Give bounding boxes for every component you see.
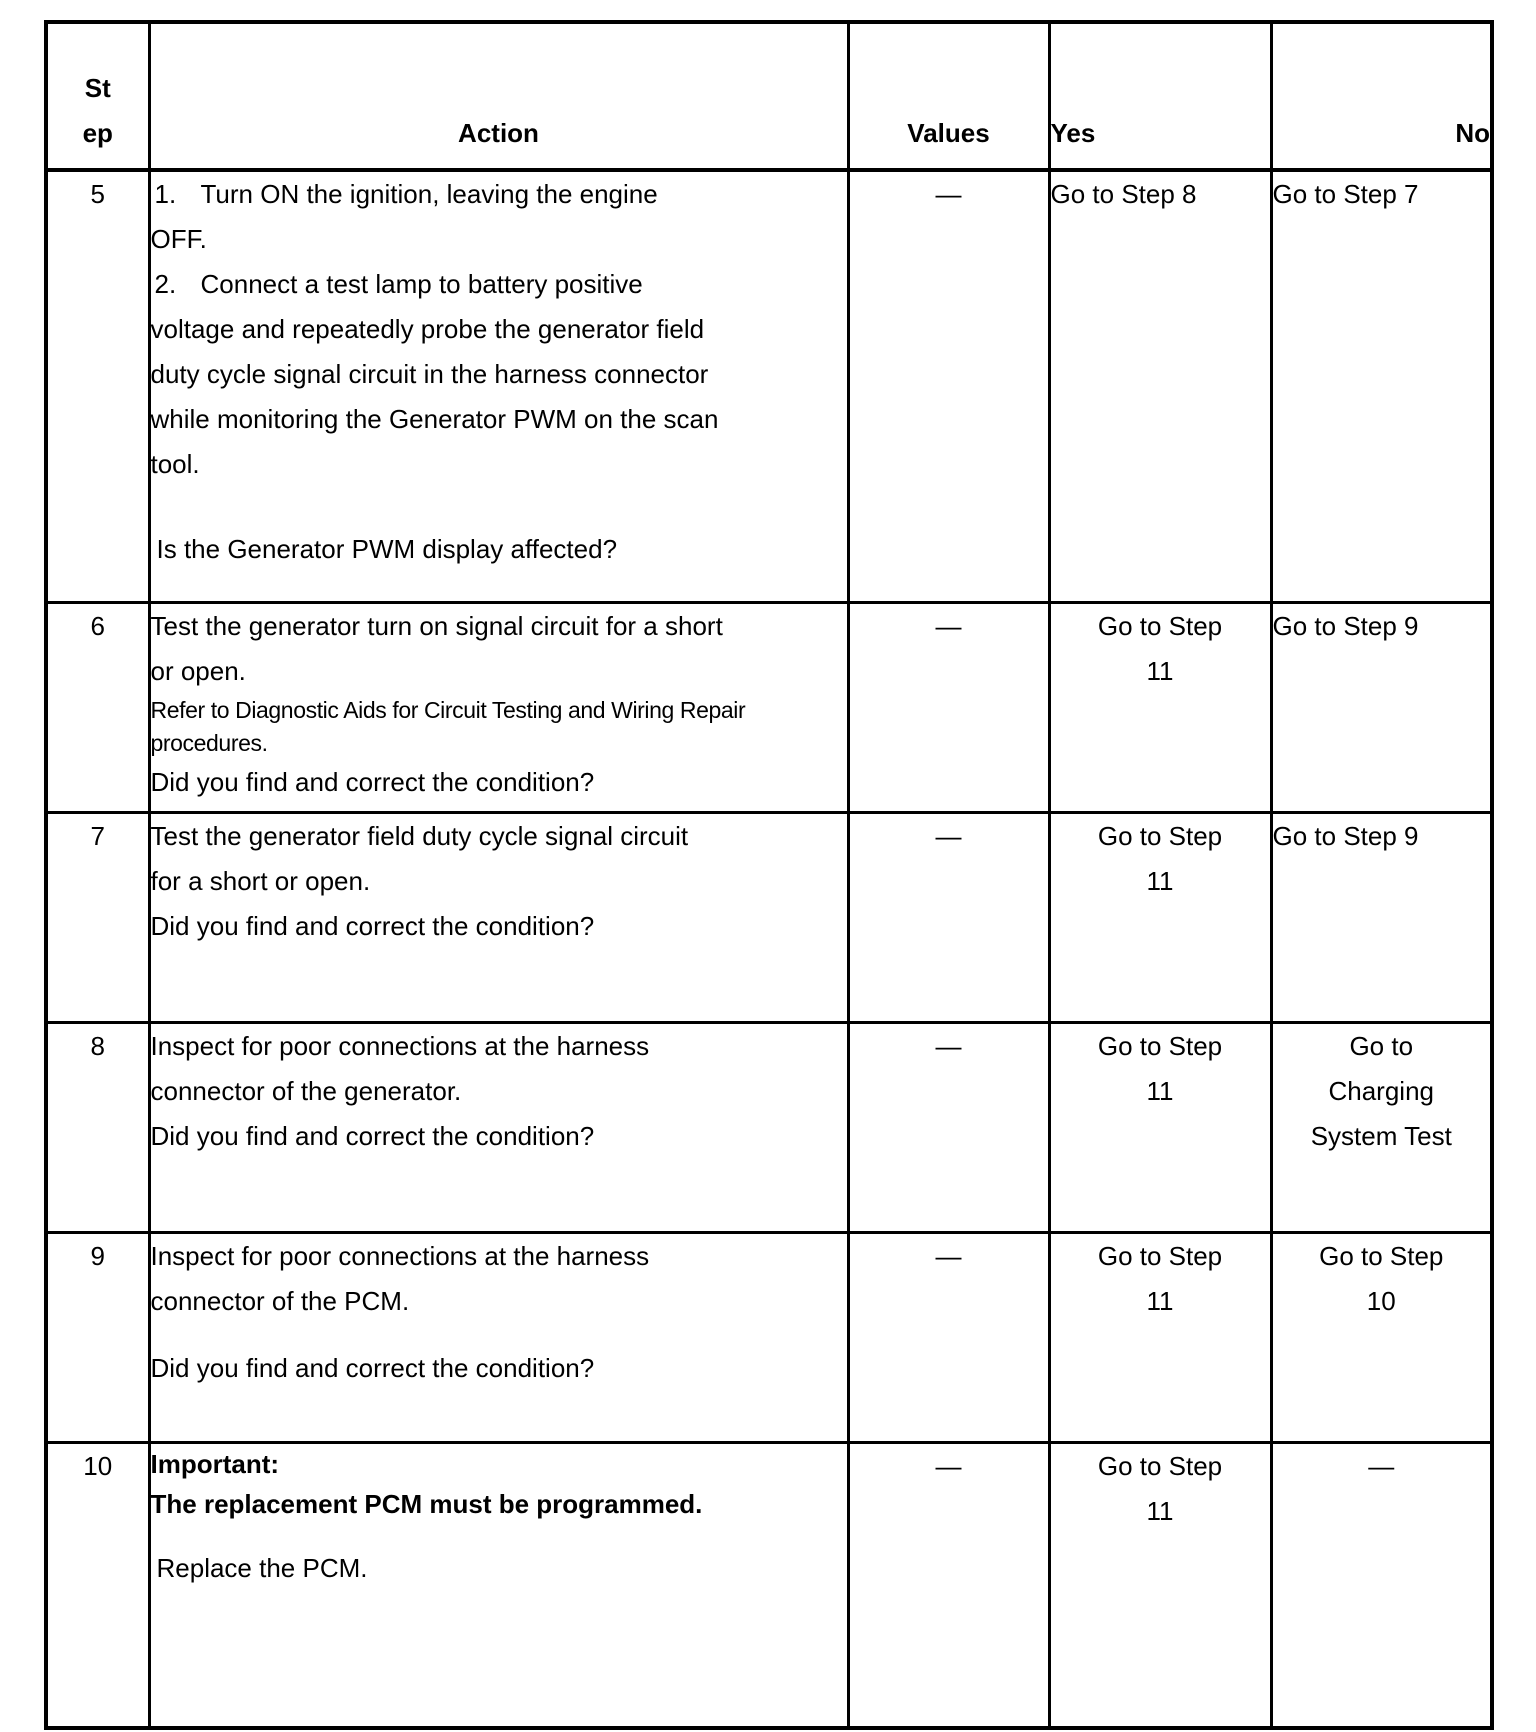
action-line: tool. xyxy=(150,449,200,479)
no-line: Go to xyxy=(1349,1030,1414,1061)
action-line: OFF. xyxy=(150,224,207,254)
diagnostic-table xyxy=(44,20,1494,1730)
action-line: Replace the PCM. xyxy=(156,1552,368,1583)
yes-line: Go to Step xyxy=(1097,1030,1223,1061)
table-row xyxy=(46,170,1492,602)
action-cell xyxy=(149,812,848,1022)
yes-cell xyxy=(1049,602,1271,812)
header-action: Action xyxy=(149,22,848,170)
yes-line: Go to Step xyxy=(1097,1240,1223,1271)
action-question: Is the Generator PWM display affected? xyxy=(156,534,618,564)
values-cell: — xyxy=(848,1442,1049,1728)
important-text: The replacement PCM must be programmed. xyxy=(150,1488,703,1519)
no-line: 10 xyxy=(1366,1285,1396,1316)
yes-line: 11 xyxy=(1146,1495,1174,1526)
action-line: Test the generator field duty cycle signal circuit xyxy=(150,820,689,851)
header-values: Values xyxy=(848,22,1049,170)
step-number: 5 xyxy=(46,170,149,602)
table-row xyxy=(46,1232,1492,1442)
action-cell xyxy=(149,1022,848,1232)
header-step xyxy=(46,22,149,170)
action-question: Did you find and correct the condition? xyxy=(150,910,595,941)
no-cell: Go to Step 9 xyxy=(1271,812,1492,1022)
action-line xyxy=(151,172,847,217)
list-number: 2. xyxy=(154,269,177,299)
step-number: 7 xyxy=(46,812,149,1022)
action-line: connector of the generator. xyxy=(150,1075,462,1106)
step-number: 8 xyxy=(46,1022,149,1232)
table-row xyxy=(46,602,1492,812)
step-number: 9 xyxy=(46,1232,149,1442)
yes-cell: Go to Step 8 xyxy=(1049,170,1271,602)
list-number: 1. xyxy=(154,179,177,209)
important-label: Important: xyxy=(150,1448,280,1479)
table-row xyxy=(46,812,1492,1022)
no-cell xyxy=(1271,1232,1492,1442)
yes-cell xyxy=(1049,812,1271,1022)
action-line: duty cycle signal circuit in the harness connector xyxy=(150,359,709,389)
no-cell: Go to Step 7 xyxy=(1271,170,1492,602)
values-cell: — xyxy=(848,170,1049,602)
yes-line: 11 xyxy=(1146,865,1174,896)
yes-line: Go to Step xyxy=(1097,610,1223,641)
action-line: for a short or open. xyxy=(150,865,371,896)
action-question: Did you find and correct the condition? xyxy=(150,1352,595,1383)
action-cell xyxy=(149,1232,848,1442)
values-cell: — xyxy=(848,602,1049,812)
no-line: System Test xyxy=(1310,1120,1452,1151)
action-cell xyxy=(149,1442,848,1728)
no-line: Charging xyxy=(1328,1075,1434,1106)
yes-cell xyxy=(1049,1022,1271,1232)
action-text: Turn ON the ignition, leaving the engine xyxy=(200,179,658,209)
action-cell xyxy=(149,170,848,602)
action-note: Refer to Diagnostic Aids for Circuit Testing and Wiring Repair xyxy=(150,696,746,723)
action-line: while monitoring the Generator PWM on the scan xyxy=(150,404,719,434)
yes-cell xyxy=(1049,1442,1271,1728)
values-cell: — xyxy=(848,1022,1049,1232)
action-cell xyxy=(149,602,848,812)
yes-line: 11 xyxy=(1146,655,1174,686)
yes-line: Go to Step xyxy=(1097,1450,1223,1481)
header-yes: Yes xyxy=(1049,22,1271,170)
action-line: Inspect for poor connections at the harness xyxy=(150,1030,650,1061)
values-cell: — xyxy=(848,812,1049,1022)
yes-line: Go to Step xyxy=(1097,820,1223,851)
action-line: Test the generator turn on signal circuit for a short xyxy=(150,610,723,641)
yes-line: 11 xyxy=(1146,1285,1174,1316)
action-line: or open. xyxy=(150,655,246,686)
header-step-line2: ep xyxy=(82,118,113,148)
header-step-line1: St xyxy=(84,73,111,103)
action-question: Did you find and correct the condition? xyxy=(150,1120,595,1151)
no-line: Go to Step xyxy=(1319,1240,1444,1271)
step-number: 6 xyxy=(46,602,149,812)
values-cell: — xyxy=(848,1232,1049,1442)
step-number: 10 xyxy=(46,1442,149,1728)
table-header-row xyxy=(46,22,1492,170)
action-line xyxy=(151,262,847,307)
no-cell: — xyxy=(1271,1442,1492,1728)
action-line: connector of the PCM. xyxy=(150,1285,410,1316)
action-note: procedures. xyxy=(150,729,268,756)
action-text: Connect a test lamp to battery positive xyxy=(200,269,643,299)
table-row xyxy=(46,1022,1492,1232)
no-cell xyxy=(1271,1022,1492,1232)
yes-cell xyxy=(1049,1232,1271,1442)
spacer xyxy=(151,487,847,527)
spacer xyxy=(151,1524,847,1546)
action-question: Did you find and correct the condition? xyxy=(150,766,595,797)
header-no: No xyxy=(1271,22,1492,170)
diagnostic-page xyxy=(44,20,1490,1726)
action-line: voltage and repeatedly probe the generator field xyxy=(150,314,705,344)
table-row xyxy=(46,1442,1492,1728)
action-line: Inspect for poor connections at the harness xyxy=(150,1240,650,1271)
yes-line: 11 xyxy=(1146,1075,1174,1106)
spacer xyxy=(151,1324,847,1346)
no-cell: Go to Step 9 xyxy=(1271,602,1492,812)
